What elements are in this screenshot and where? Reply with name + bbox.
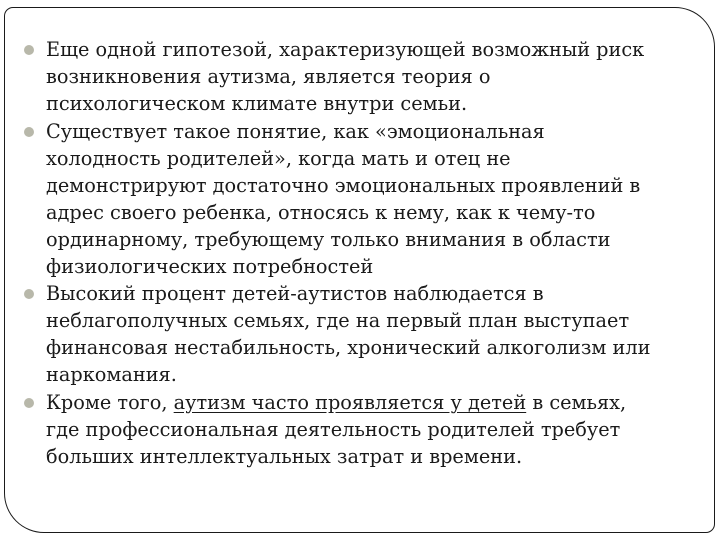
bullet-3-line-2: неблагополучных семьях, где на первый план выступает (46, 309, 630, 332)
bullet-3-line-3: финансовая нестабильность, хронический алкоголизм или (46, 336, 651, 359)
bullet-2-line-6: физиологических потребностей (46, 255, 374, 278)
bullet-4-underlined-phrase: аутизм часто проявляется у детей (173, 391, 527, 414)
bullet-2-line-3: демонстрируют достаточно эмоциональных проявлений в (46, 174, 641, 197)
bullet-4-line-1 (46, 389, 626, 416)
bullet-dot-icon (24, 398, 34, 408)
bullet-3-line-4: наркомания. (46, 363, 177, 386)
bullet-2-line-5: ординарному, требующему только внимания в области (46, 228, 611, 251)
bullet-4-text-end: в семьях, (526, 391, 627, 414)
bullet-4-line-2: где профессиональная деятельность родителей требует (46, 418, 621, 441)
bullet-2-line-4: адрес своего ребенка, относясь к нему, как к чему-то (46, 201, 596, 224)
bullet-dot-icon (24, 45, 34, 55)
bullet-1-line-2: возникновения аутизма, является теория о (46, 65, 491, 88)
bullet-3-line-1: Высокий процент детей-аутистов наблюдается в (46, 282, 544, 305)
bullet-1-line-3: психологическом климате внутри семьи. (46, 92, 468, 115)
bullet-4-text-start: Кроме того, (46, 391, 174, 414)
bullet-2-line-2: холодность родителей», когда мать и отец не (46, 147, 511, 170)
bullet-1-line-1: Еще одной гипотезой, характеризующей возможный риск (46, 38, 645, 61)
bullet-2-line-1: Существует такое понятие, как «эмоциональная (46, 120, 545, 143)
bullet-dot-icon (24, 289, 34, 299)
bullet-dot-icon (24, 127, 34, 137)
bullet-4-line-3: больших интеллектуальных затрат и времени. (46, 445, 523, 468)
